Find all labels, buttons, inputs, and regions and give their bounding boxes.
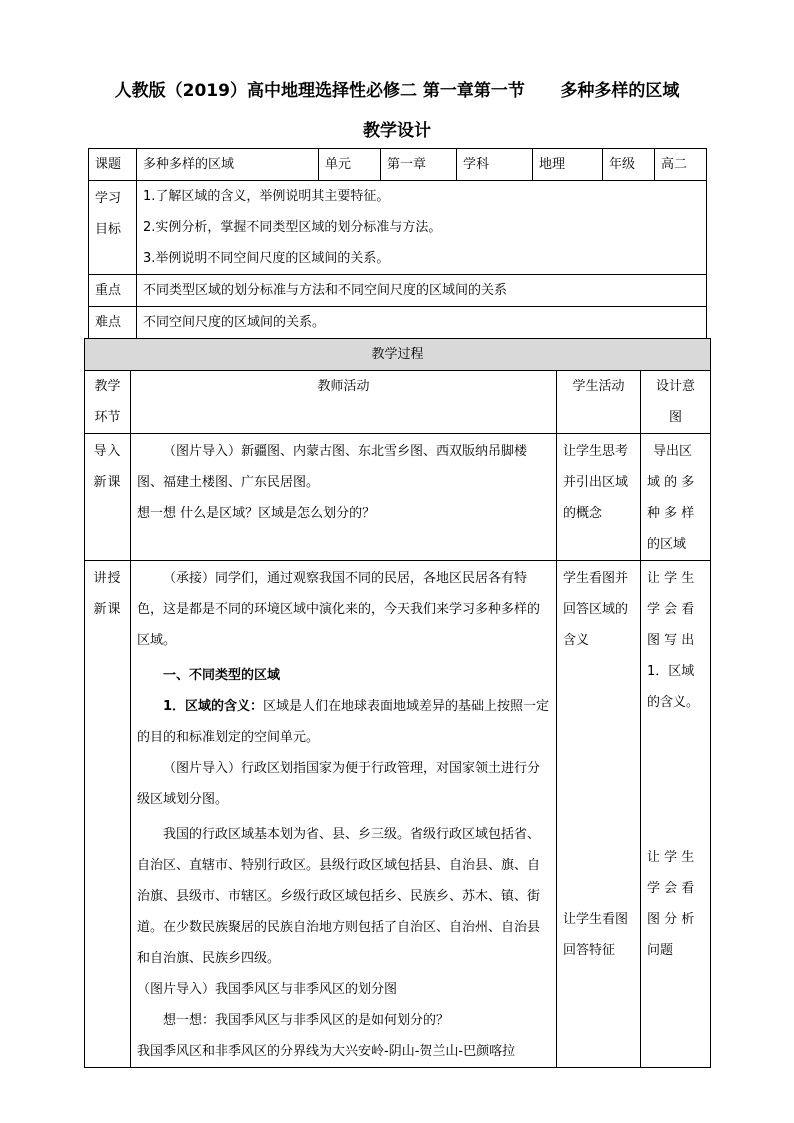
document-title: 人教版（2019）高中地理选择性必修二 第一章第一节 多种多样的区域 [114, 81, 680, 101]
goals-label [89, 181, 137, 275]
teacher-activity-intro [131, 434, 557, 561]
teacher-paragraph: （承接）同学们，通过观察我国不同的民居，各地区民居各有特色，这是都是不同的环境区域中演化来的，今天我们来学习多种多样的区域。 [137, 571, 541, 648]
design-line: 域 的 多 [647, 475, 695, 490]
goals-label-line1: 学习 [95, 191, 122, 206]
teacher-activity-lecture [131, 561, 557, 1068]
student-line: 让学生思考 [563, 444, 629, 459]
key-value: 不同类型区域的划分标准与方法和不同空间尺度的区域间的关系 [137, 275, 707, 307]
teacher-paragraph: （图片导入）我国季风区与非季风区的划分图 [137, 982, 398, 997]
goals-content [137, 181, 707, 275]
stage-lecture-line2: 新课 [93, 602, 122, 617]
grade-value: 高二 [655, 149, 707, 181]
goal-item: 1.了解区域的含义，举例说明其主要特征。 [143, 189, 390, 204]
difficult-value: 不同空间尺度的区域间的关系。 [137, 307, 707, 339]
design-line: 问题 [647, 943, 674, 958]
student-line: 让学生看图 [563, 912, 629, 927]
lesson-label: 课题 [89, 149, 137, 181]
stage-lecture [85, 561, 131, 1068]
design-intent-lecture [641, 561, 711, 1068]
goals-label-line2: 目标 [95, 222, 122, 237]
document-subtitle: 教学设计 [363, 121, 431, 141]
design-line: 学 会 看 [647, 602, 695, 617]
design-line: 图 分 析 [647, 912, 695, 927]
design-line: 的区域 [647, 537, 687, 552]
col-design-line2: 图 [669, 410, 683, 425]
process-header: 教学过程 [85, 339, 711, 371]
col-student-header: 学生活动 [557, 371, 641, 434]
col-design-line1: 设计意 [656, 379, 696, 394]
teacher-paragraph [137, 691, 550, 753]
student-line: 回答区域的 [563, 602, 629, 617]
teacher-paragraph: 想一想 什么是区域？区域是怎么划分的？ [137, 506, 376, 521]
lesson-info-table [88, 148, 707, 339]
goal-item: 2.实例分析，掌握不同类型区域的划分标准与方法。 [143, 220, 442, 235]
col-stage-header [85, 371, 131, 434]
lesson-value: 多种多样的区域 [137, 149, 319, 181]
student-line: 含义 [563, 633, 590, 648]
goal-item: 3.举例说明不同空间尺度的区域间的关系。 [143, 251, 390, 266]
unit-value: 第一章 [381, 149, 457, 181]
teacher-paragraph: 我国的行政区域基本划为省、县、乡三级。省级行政区域包括省、自治区、直辖市、特别行政区。县级行政区域包括县、自治县、旗、自治旗、县级市、市辖区。乡级行政区域包括乡、民族乡、苏木、镇、街道。在少数民族聚居的民族自治地方则包括了自治区、自治州、自治县和自治旗、民族乡四级。 [137, 827, 541, 966]
design-line: 1．区域 [647, 664, 695, 679]
student-line: 学生看图并 [563, 571, 629, 586]
col-stage-line1: 教学 [94, 379, 121, 394]
design-intent-intro [641, 434, 711, 561]
unit-label: 单元 [319, 149, 381, 181]
design-line: 导出区 [653, 444, 693, 459]
stage-lecture-line1: 讲授 [93, 571, 122, 586]
stage-intro-line1: 导入 [93, 444, 122, 459]
student-activity-intro [557, 434, 641, 561]
student-line: 回答特征 [563, 943, 616, 958]
col-stage-line2: 环节 [94, 410, 121, 425]
teacher-paragraph: 想一想：我国季风区与非季风区的是如何划分的？ [163, 1013, 450, 1028]
design-line: 图 写 出 [647, 633, 695, 648]
design-spacer [647, 718, 704, 842]
col-teacher-header: 教师活动 [131, 371, 557, 434]
design-line: 让 学 生 [647, 571, 695, 586]
teacher-paragraph: （图片导入）新疆图、内蒙古图、东北雪乡图、西双版纳吊脚楼图、福建土楼图、广东民居图。 [137, 444, 528, 490]
stage-intro [85, 434, 131, 561]
subject-label: 学科 [457, 149, 533, 181]
teacher-paragraph: 我国季风区和非季风区的分界线为大兴安岭-阴山-贺兰山-巴颜喀拉 [137, 1044, 516, 1059]
student-line: 的概念 [563, 506, 603, 521]
section-heading: 一、不同类型的区域 [163, 668, 281, 683]
student-activity-lecture [557, 561, 641, 1068]
teaching-process-table [84, 338, 711, 1068]
definition-term: 1．区域的含义： [163, 699, 264, 714]
stage-intro-line2: 新课 [93, 475, 122, 490]
student-spacer [563, 656, 634, 904]
grade-label: 年级 [603, 149, 655, 181]
key-label: 重点 [89, 275, 137, 307]
design-line: 让 学 生 [647, 850, 695, 865]
design-line: 种 多 样 [647, 506, 695, 521]
definition-text: 区域是人们在地球表面地域差异的基础上按照一定的目的和标准划定的空间单元。 [137, 699, 550, 745]
difficult-label: 难点 [89, 307, 137, 339]
student-line: 并引出区域 [563, 475, 629, 490]
design-line: 的含义。 [647, 695, 700, 710]
teacher-paragraph: （图片导入）行政区划指国家为便于行政管理，对国家领土进行分级区域划分图。 [137, 761, 541, 807]
design-line: 学 会 看 [647, 881, 695, 896]
col-design-header [641, 371, 711, 434]
subject-value: 地理 [533, 149, 603, 181]
